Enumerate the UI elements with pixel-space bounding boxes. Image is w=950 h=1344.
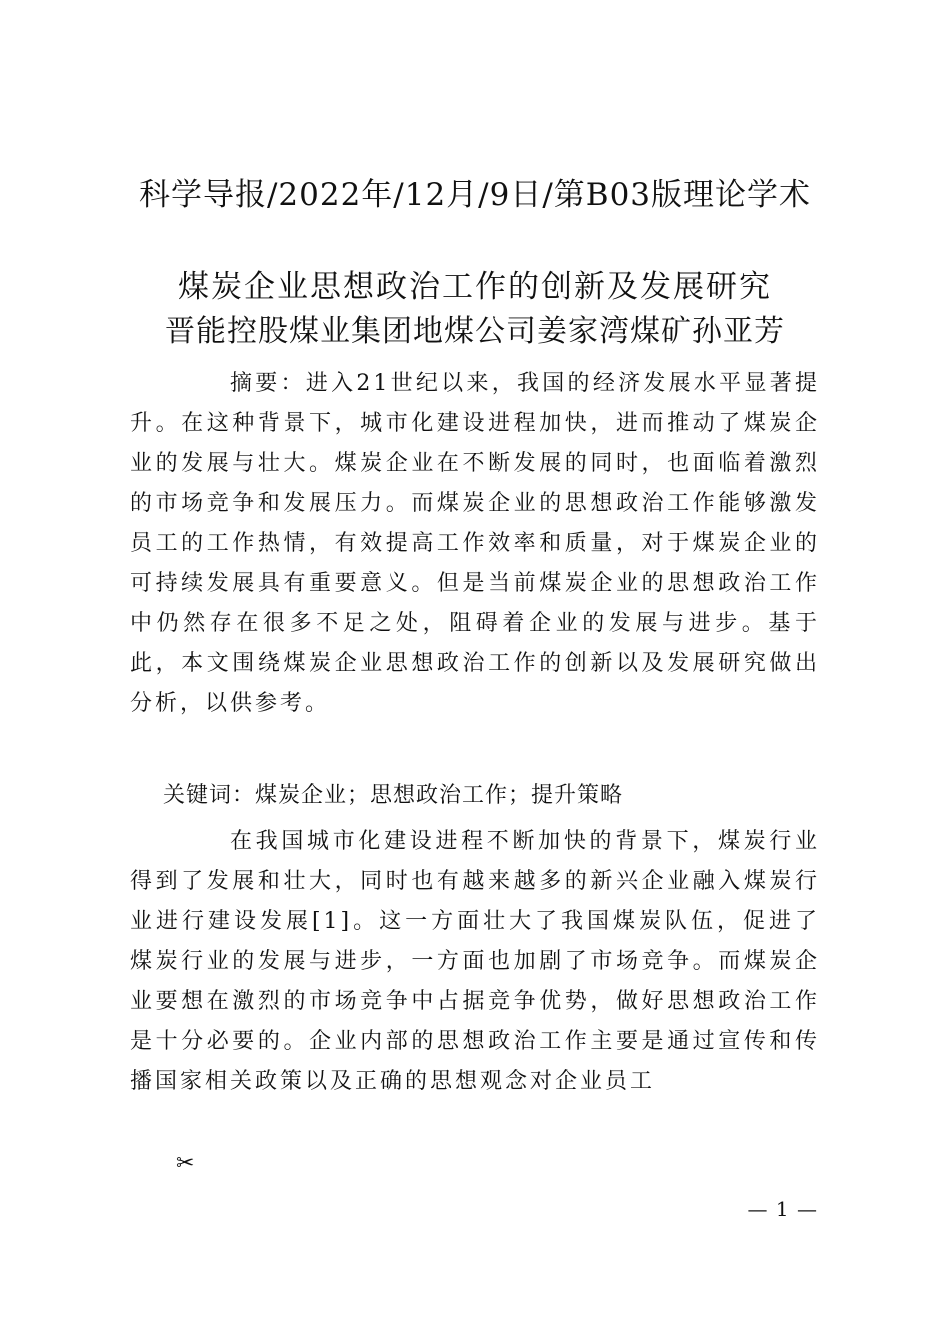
keywords-line: 关键词：煤炭企业；思想政治工作；提升策略 (163, 783, 624, 808)
scissors-icon: ✂ (176, 1151, 195, 1176)
publication-source-line: 科学导报/2022年/12月/9日/第B03版理论学术 (138, 177, 812, 213)
page-number: — 1 — (747, 1197, 818, 1221)
abstract-paragraph: 摘要：进入21世纪以来，我国的经济发展水平显著提升。在这种背景下，城市化建设进程加快，进而推动了煤炭企业的发展与壮大。煤炭企业在不断发展的同时，也面临着激烈的市场竞争和发展压力。而煤炭企业的思想政治工作能够激发员工的工作热情，有效提高工作效率和质量，对于煤炭企业的可持续发展具有重要意义。但是当前煤炭企业的思想政治工作中仍然存在很多不足之处，阻碍着企业的发展与进步。基于此，本文围绕煤炭企业思想政治工作的创新以及发展研究做出分析，以供参考。 (130, 371, 820, 716)
author-affiliation: 晋能控股煤业集团地煤公司姜家湾煤矿孙亚芳 (165, 314, 785, 349)
article-title: 煤炭企业思想政治工作的创新及发展研究 (178, 269, 772, 305)
intro-paragraph: 在我国城市化建设进程不断加快的背景下，煤炭行业得到了发展和壮大，同时也有越来越多的新兴企业融入煤炭行业进行建设发展[1]。这一方面壮大了我国煤炭队伍，促进了煤炭行业的发展与进步，一方面也加剧了市场竞争。而煤炭企业要想在激烈的市场竞争中占据竞争优势，做好思想政治工作是十分必要的。企业内部的思想政治工作主要是通过宣传和传播国家相关政策以及正确的思想观念对企业员工 (130, 829, 820, 1094)
